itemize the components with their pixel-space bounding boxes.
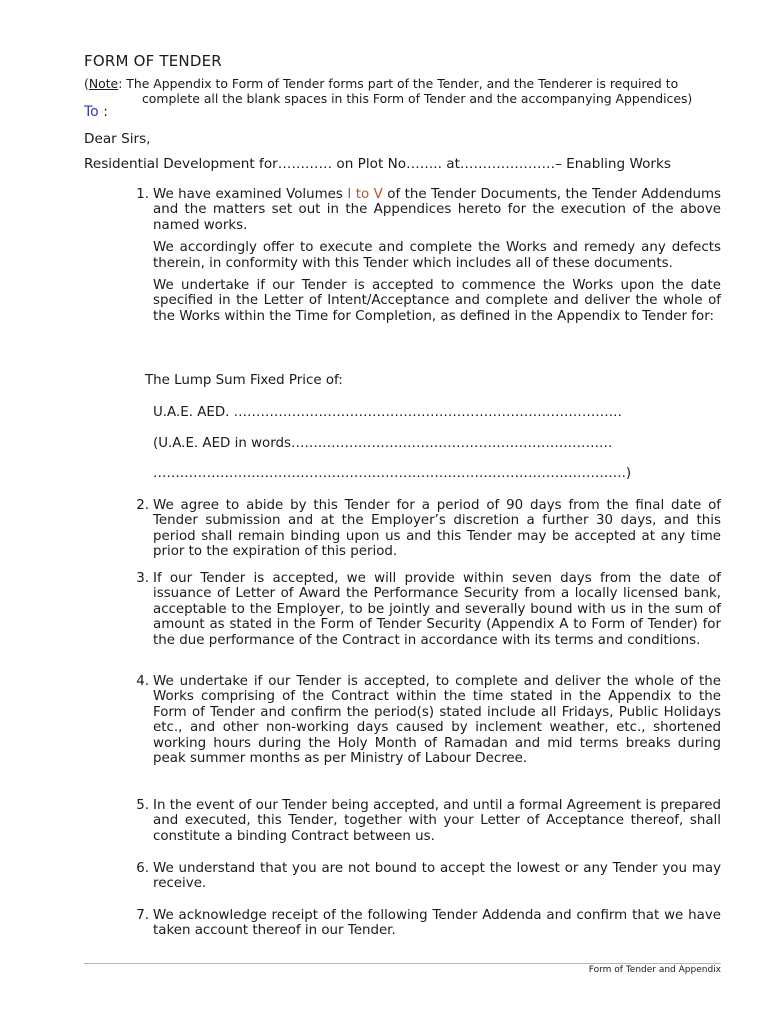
note-label: Note — [88, 76, 119, 91]
clause-1-paragraph-1 — [153, 187, 721, 233]
footer-divider — [84, 963, 721, 964]
clause-1-paragraph-2: We accordingly offer to execute and complete the Works and remedy any defects therein, in conformity with this Tender which includes all of these documents. — [153, 240, 721, 271]
clause-number: 3. — [136, 571, 149, 586]
clause-number: 6. — [136, 861, 149, 876]
to-colon: : — [98, 104, 108, 120]
footer-caption: Form of Tender and Appendix — [588, 965, 721, 975]
clause-body: We agree to abide by this Tender for a period of 90 days from the final date of Tender submission and at the Employer’s discretion a further 30 days, and this period shall remain binding upon us and this Tender may be accepted at any time prior to the expiration of this period. — [153, 498, 721, 560]
clause-body: In the event of our Tender being accepted, and until a formal Agreement is prepared and executed, this Tender, together with your Letter of Acceptance thereof, shall constitute a binding Contract between us. — [153, 798, 721, 844]
clause-number: 4. — [136, 674, 149, 689]
clause-body: We understand that you are not bound to accept the lowest or any Tender you may receive. — [153, 861, 721, 892]
aed-words-continuation: …………………………………………………………………………………………….) — [153, 466, 632, 481]
note-line-2: complete all the blank spaces in this Form of Tender and the accompanying Appendices) — [142, 91, 693, 106]
to-line — [84, 104, 108, 120]
note-paragraph — [84, 76, 724, 106]
clause-body: We undertake if our Tender is accepted, to complete and deliver the whole of the Works comprising of the Contract within the time stated in the Appendix to the Form of Tender and confirm the period(s) stated include all Fridays, Public Holidays etc., and other non-working days caused by inclement weather, etc., shortened working hours during the Holy Month of Ramadan and mid terms breaks during peak summer months as per Ministry of Labour Decree. — [153, 674, 721, 767]
clause-body: If our Tender is accepted, we will provide within seven days from the date of issuance of Letter of Award the Performance Security from a locally licensed bank, acceptable to the Employer, to be jointly and severally bound with us in the sum of amount as stated in the Form of Tender Security (Appendix A to Form of Tender) for the due performance of the Contract in accordance with its terms and conditions. — [153, 571, 721, 648]
aed-words-field: (U.A.E. AED in words……………………………………………………………… — [153, 436, 613, 451]
volumes-range: I to V — [347, 187, 383, 202]
document-title: FORM OF TENDER — [84, 52, 222, 70]
clause-text: We have examined Volumes — [153, 187, 348, 202]
lump-sum-label: The Lump Sum Fixed Price of: — [145, 373, 343, 388]
salutation: Dear Sirs, — [84, 131, 151, 147]
aed-figure-field: U.A.E. AED. …………………………………………………………………………… — [153, 405, 622, 420]
clause-body — [153, 187, 721, 331]
to-label: To — [84, 104, 99, 120]
clause-number: 7. — [136, 908, 149, 923]
clause-text: of the Tender Documents, the Tender Addendums and the matters set out in the Appendices hereto for the execution of the above named works. — [153, 187, 721, 233]
clause-1-paragraph-3: We undertake if our Tender is accepted to commence the Works upon the date specified in the Letter of Intent/Acceptance and complete and deliver the whole of the Works within the Time for Completion, as defined in the Appendix to Tender for: — [153, 278, 721, 324]
note-line-1: : The Appendix to Form of Tender forms part of the Tender, and the Tenderer is required to — [118, 76, 679, 91]
clause-number: 1. — [136, 187, 149, 202]
clause-number: 5. — [136, 798, 149, 813]
project-line: Residential Development for………… on Plot No…….. at…………………– Enabling Works — [84, 156, 671, 172]
note-open-paren: ( — [84, 76, 89, 91]
clause-number: 2. — [136, 498, 149, 513]
clause-body: We acknowledge receipt of the following Tender Addenda and confirm that we have taken account thereof in our Tender. — [153, 908, 721, 939]
